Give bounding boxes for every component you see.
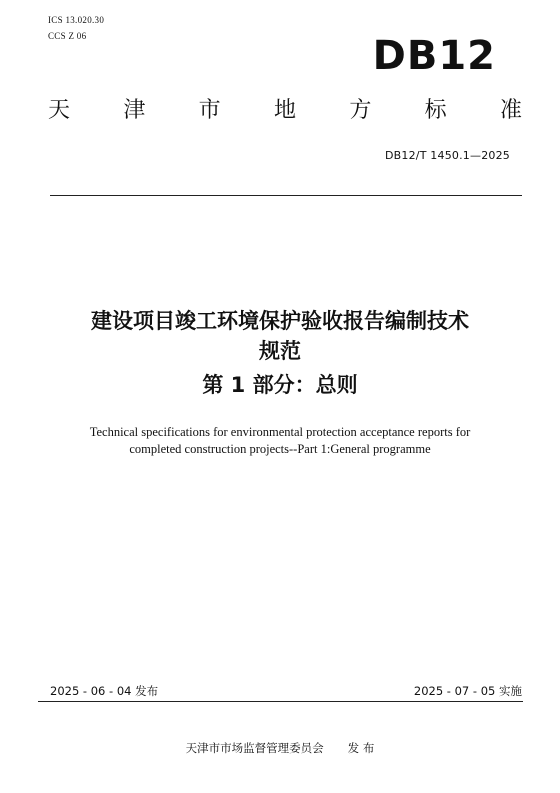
standard-type-heading (48, 100, 522, 122)
standard-type-char: 市 (198, 98, 221, 123)
english-title (40, 424, 520, 458)
chinese-title-line: 建设项目竣工环境保护验收报告编制技术 (91, 309, 469, 333)
chinese-part-title: 第 1 部分：总则 (202, 373, 358, 397)
standard-type-char: 方 (349, 98, 372, 123)
standard-type-char: 地 (273, 98, 296, 123)
chinese-title-line: 规范 (259, 339, 301, 363)
footer-divider (38, 701, 523, 702)
chinese-title (40, 306, 520, 400)
ics-code: ICS 13.020.30 (48, 15, 105, 25)
standard-number: DB12/T 1450.1—2025 (384, 149, 510, 162)
implementation-date: 2025 - 07 - 05 实施 (413, 684, 522, 698)
standard-type-char: 标 (424, 98, 447, 123)
standard-type-char: 准 (499, 98, 522, 123)
publisher-org: 天津市市场监督管理委员会 (185, 741, 324, 755)
standard-mark: DB12 (372, 33, 496, 79)
publisher-action: 发 布 (347, 741, 375, 755)
english-title-line: completed construction projects--Part 1:General programme (129, 442, 431, 456)
english-title-line: Technical specifications for environmental protection acceptance reports for (89, 425, 471, 439)
header-divider (50, 195, 522, 196)
standard-type-char: 津 (123, 98, 146, 123)
standard-type-char: 天 (48, 98, 71, 123)
ccs-code: CCS Z 06 (48, 31, 87, 41)
issue-date: 2025 - 06 - 04 发布 (50, 684, 159, 698)
publisher-line (0, 740, 560, 756)
